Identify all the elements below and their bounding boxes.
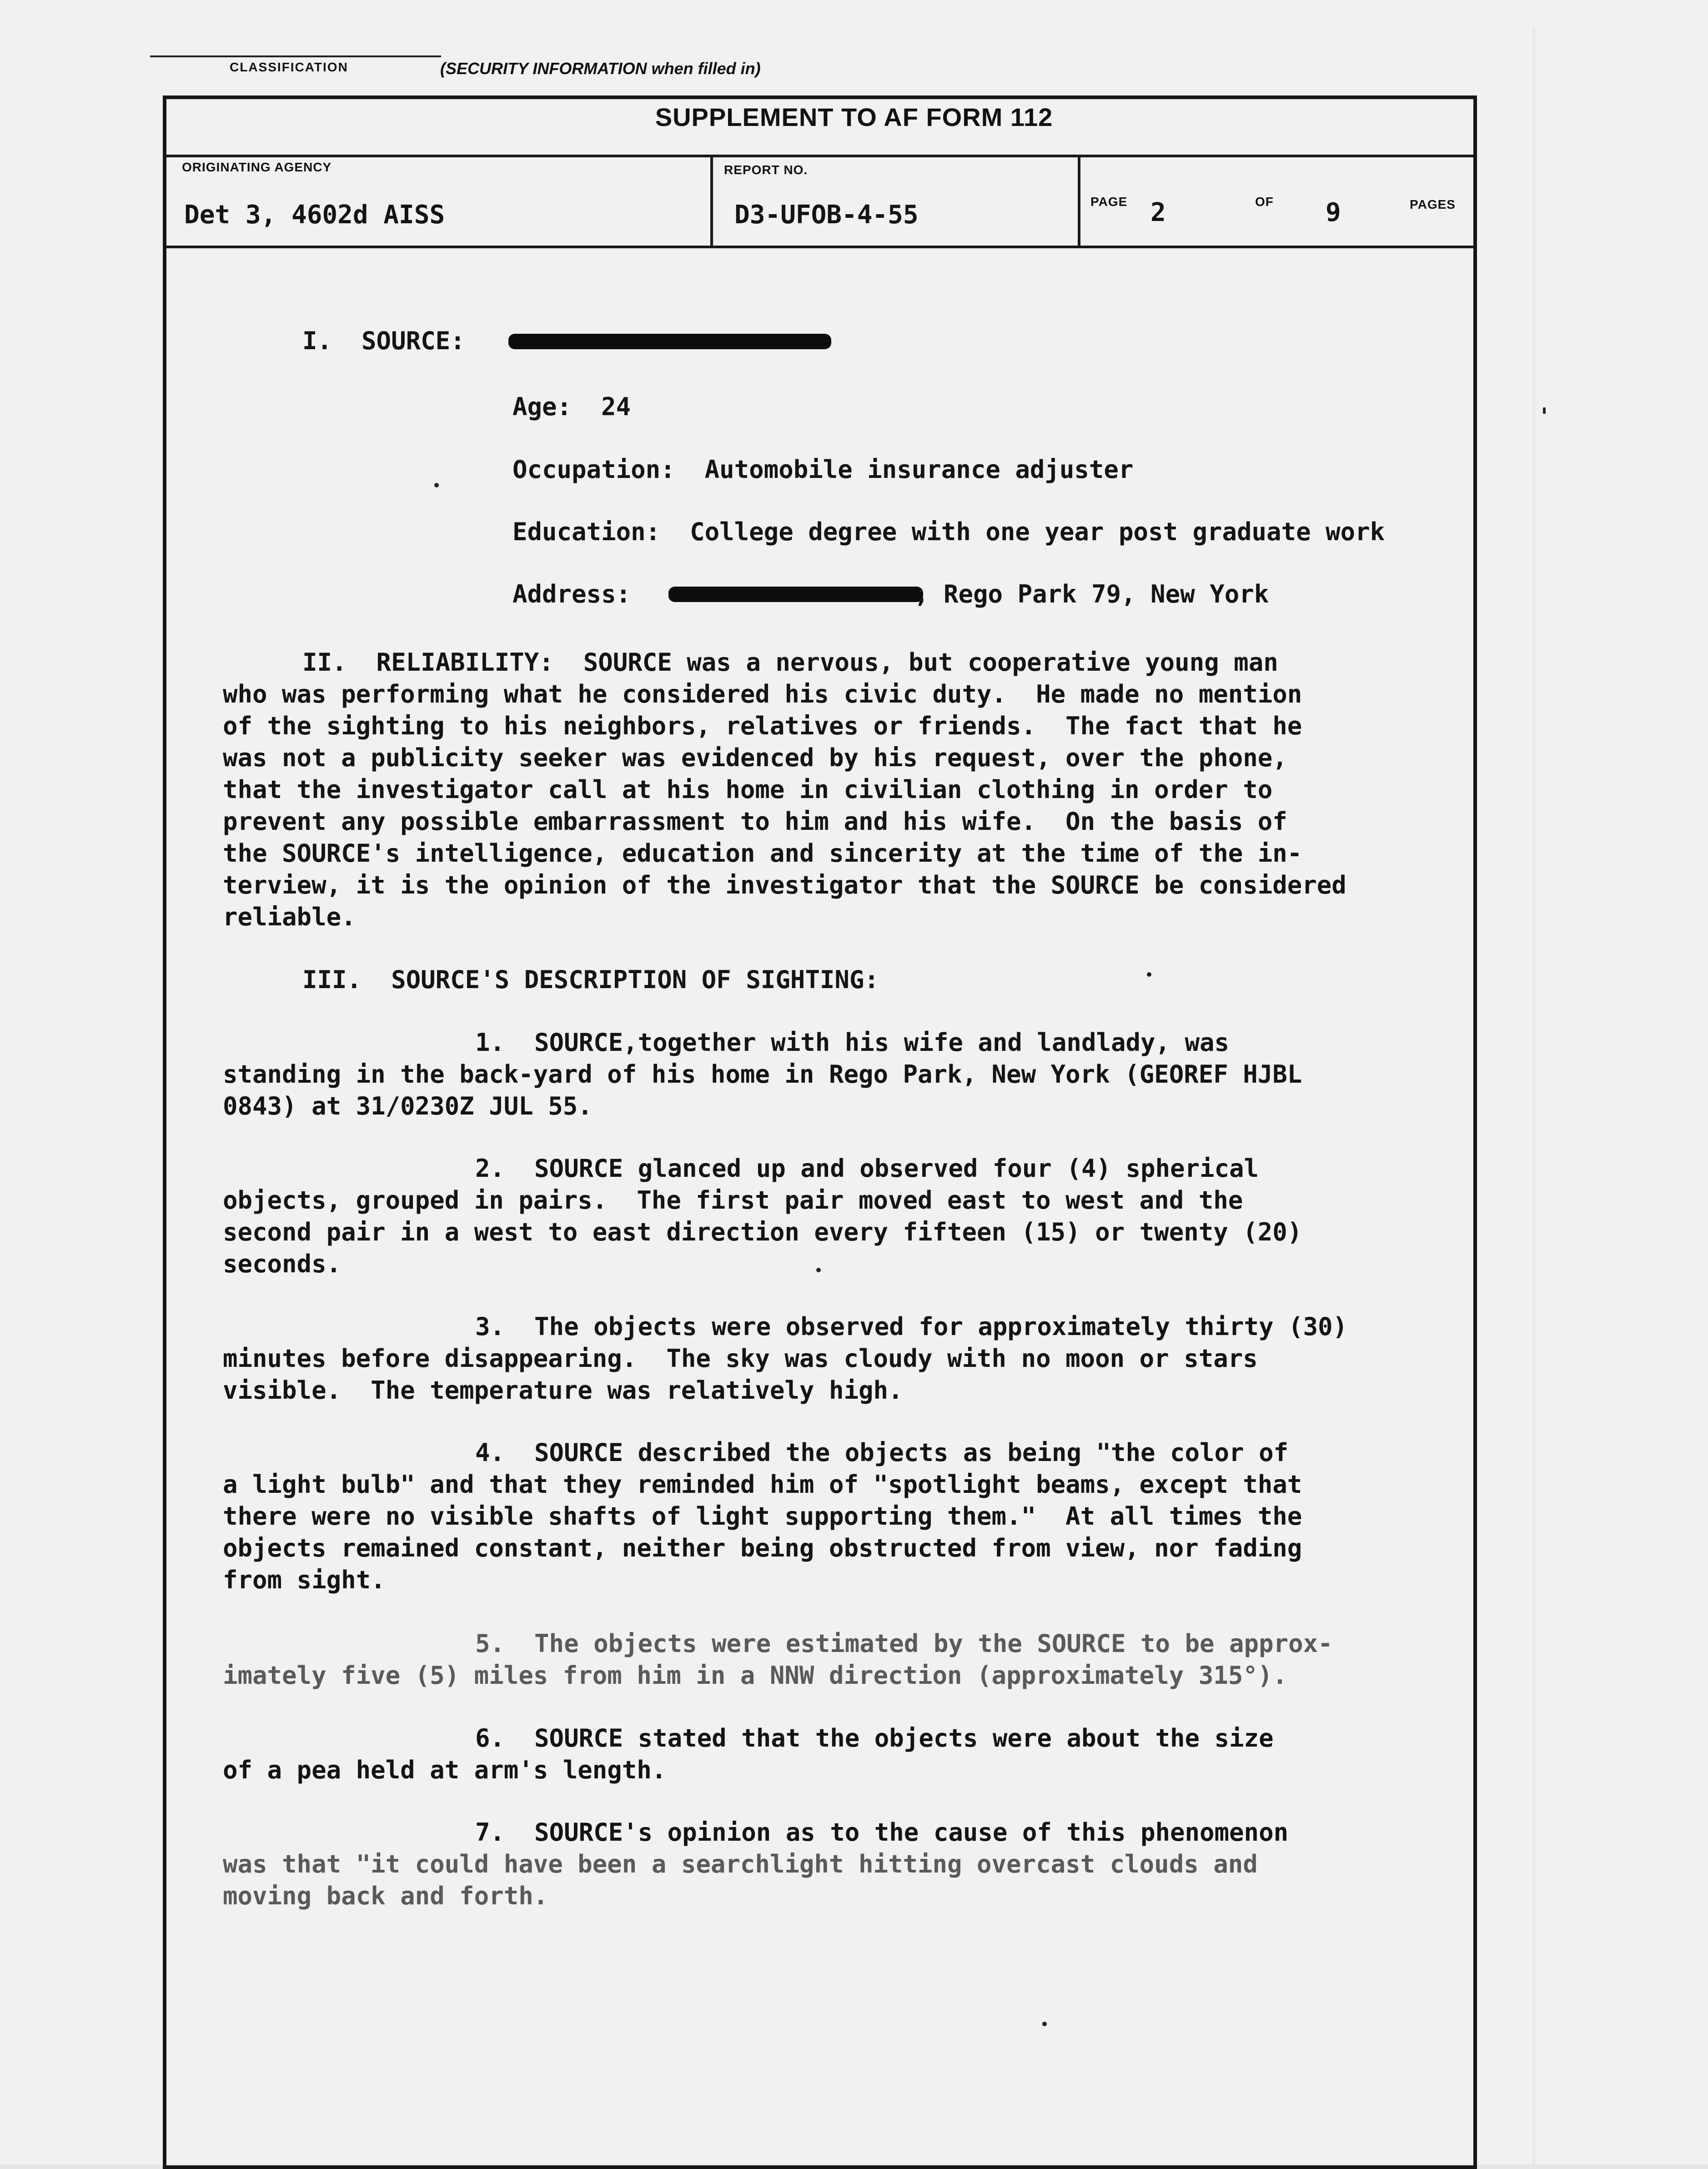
source-occupation: Occupation: Automobile insurance adjuster (512, 455, 1134, 484)
report-no-label: REPORT NO. (724, 163, 808, 177)
paragraph-line: was that "it could have been a searchlight hitting overcast clouds and (223, 1850, 1258, 1878)
header-divider-bottom (166, 246, 1473, 248)
paragraph-line: 1. SOURCE,together with his wife and landlady, was (475, 1028, 1230, 1057)
reliability-section (223, 647, 1346, 933)
redacted-source-name (508, 334, 831, 349)
pages-label: PAGES (1410, 197, 1456, 211)
form-title-row (0, 102, 1708, 132)
classification-label: CLASSIFICATION (230, 60, 348, 74)
header-divider-top (166, 155, 1473, 157)
total-pages: 9 (1326, 198, 1341, 227)
reliability-line: of the sighting to his neighbors, relatives or friends. The fact that he (223, 712, 1302, 740)
reliability-line: prevent any possible embarrassment to him and his wife. On the basis of (223, 807, 1287, 836)
source-heading: I. SOURCE: (302, 326, 465, 355)
of-label: OF (1255, 195, 1274, 209)
paragraph-line: of a pea held at arm's length. (223, 1756, 667, 1784)
classification-rule (150, 55, 441, 57)
reliability-line: who was performing what he considered his civic duty. He made no mention (223, 680, 1302, 708)
reliability-line: that the investigator call at his home in civilian clothing in order to (223, 775, 1273, 804)
reliability-line: was not a publicity seeker was evidenced by his request, over the phone, (223, 743, 1287, 772)
reliability-line: the SOURCE's intelligence, education and sincerity at the time of the in- (223, 839, 1302, 868)
paragraph-line: 7. SOURCE's opinion as to the cause of this phenomenon (475, 1818, 1289, 1847)
reliability-line: II. RELIABILITY: SOURCE was a nervous, but cooperative young man (302, 648, 1278, 677)
source-address-label: Address: (512, 580, 631, 608)
paragraph-line: second pair in a west to east direction every fifteen (15) or twenty (20) (223, 1218, 1302, 1246)
paragraph-line: objects remained constant, neither being obstructed from view, nor fading (223, 1534, 1302, 1562)
sighting-paragraph-2 (223, 1153, 1302, 1280)
sighting-paragraph-6 (223, 1722, 1274, 1786)
paragraph-line: 3. The objects were observed for approximately thirty (30) (475, 1312, 1348, 1341)
report-no-value: D3-UFOB-4-55 (734, 200, 919, 230)
reliability-line: reliable. (223, 903, 356, 931)
scan-speck (1543, 407, 1546, 414)
sighting-description-heading: III. SOURCE'S DESCRIPTION OF SIGHTING: (302, 965, 879, 994)
reliability-line: terview, it is the opinion of the investigator that the SOURCE be considered (223, 871, 1346, 899)
header-col-divider-1 (710, 157, 713, 246)
paragraph-line: moving back and forth. (223, 1882, 548, 1910)
scan-speck (1147, 972, 1151, 977)
source-education: Education: College degree with one year post graduate work (512, 517, 1385, 546)
paragraph-line: minutes before disappearing. The sky was cloudy with no moon or stars (223, 1344, 1258, 1373)
scan-speck (1042, 2022, 1047, 2026)
paragraph-line: visible. The temperature was relatively high. (223, 1376, 903, 1405)
paragraph-line: 5. The objects were estimated by the SOURCE to be approx- (475, 1629, 1333, 1658)
paragraph-line: 0843) at 31/0230Z JUL 55. (223, 1092, 593, 1120)
page-label: PAGE (1090, 195, 1128, 209)
paragraph-line: imately five (5) miles from him in a NNW direction (approximately 315°). (223, 1661, 1287, 1690)
sighting-paragraph-7 (223, 1817, 1288, 1912)
source-age: Age: 24 (512, 392, 631, 421)
page-number: 2 (1150, 198, 1166, 227)
security-info-note: (SECURITY INFORMATION when filled in) (440, 59, 761, 78)
scan-speck (816, 1268, 821, 1272)
form-title: SUPPLEMENT TO AF FORM 112 (655, 103, 1053, 131)
paragraph-line: 6. SOURCE stated that the objects were about the size (475, 1724, 1274, 1752)
paragraph-line: seconds. (223, 1250, 342, 1278)
sighting-paragraph-1 (223, 1027, 1302, 1122)
header-col-divider-2 (1078, 157, 1080, 246)
page-edge-shadow (1532, 27, 1537, 2164)
paragraph-line: 4. SOURCE described the objects as being "the color of (475, 1438, 1289, 1467)
paragraph-line: standing in the back-yard of his home in Rego Park, New York (GEOREF HJBL (223, 1060, 1302, 1089)
paragraph-line: there were no visible shafts of light supporting them." At all times the (223, 1502, 1302, 1531)
sighting-paragraph-3 (223, 1311, 1347, 1406)
sighting-paragraph-5 (223, 1628, 1333, 1692)
scan-speck (434, 483, 439, 487)
source-address-city: , Rego Park 79, New York (914, 580, 1269, 608)
paragraph-line: 2. SOURCE glanced up and observed four (4) spherical (475, 1154, 1259, 1183)
paragraph-line: a light bulb" and that they reminded him of "spotlight beams, except that (223, 1470, 1302, 1499)
redacted-street-address (668, 587, 923, 602)
paragraph-line: from sight. (223, 1566, 386, 1594)
originating-agency-value: Det 3, 4602d AISS (184, 200, 445, 230)
paragraph-line: objects, grouped in pairs. The first pair moved east to west and the (223, 1186, 1243, 1215)
originating-agency-label: ORIGINATING AGENCY (182, 160, 332, 174)
sighting-paragraph-4 (223, 1437, 1302, 1596)
